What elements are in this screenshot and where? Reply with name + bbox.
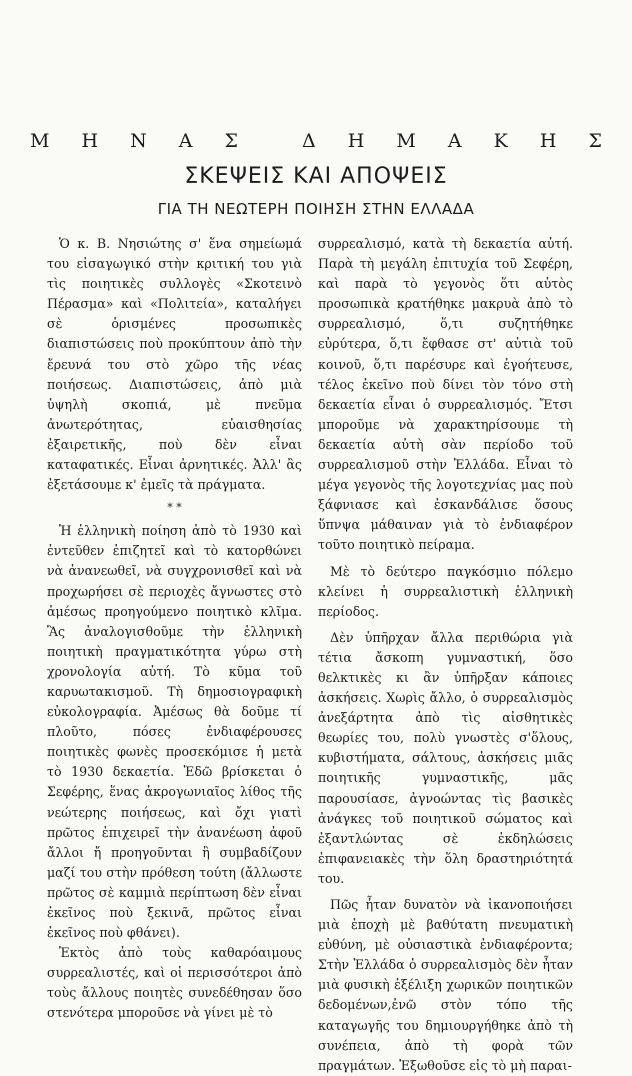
author-name — [30, 130, 602, 152]
section-divider-asterisks: * * — [167, 501, 182, 515]
author-letter: Δ — [302, 130, 316, 152]
paragraph: Ὁ κ. Β. Νησιώτης σ' ἕνα σημείωμά του εἰσαγωγικό στὴν κριτική του γιὰ τὶς ποιητικὲς συλλογὲς «Σκοτεινὸ Πέρασμα» καὶ «Πολιτεία», καταλήγει σὲ ὁρισμένες προσωπικὲς διαπιστώσεις ποὺ προκύπτουν ἀπὸ τὴν ἔρευνά του στὸ χῶρο τῆς νέας ποιήσεως. Διαπιστώσεις, ἀπὸ μιὰ ὑψηλὴ σκοπιά, μὲ πνεῦμα ἀνωτερότητας, εὐαισθησίας ἐξαιρετικῆς, ποὺ δὲν εἶναι καταφατικές. Εἶναι ἀρνητικές. Ἀλλ' ἂς ἐξετάσουμε κ' ἐμεῖς τὰ πράγματα. — [47, 236, 302, 493]
author-letter: Ν — [130, 130, 147, 152]
paragraph: Μὲ τὸ δεύτερο παγκόσμιο πόλεμο κλείνει ἡ συρρεαλιστικὴ ἑλληνικὴ περίοδος. — [318, 563, 573, 619]
left-column — [47, 234, 302, 1024]
paragraph: Ἡ ἑλληνικὴ ποίηση ἀπὸ τὸ 1930 καὶ ἐντεῦθεν ἐπιζητεῖ καὶ τὸ κατορθώνει νὰ ἀνανεωθεῖ, νὰ συγχρονισθεῖ καὶ νὰ προχωρήσει σὲ περιοχὲς ἄγνωστες στὸ ἀμέσως προηγούμενο ποιητικὸ κλῖμα. Ἂς ἀναλογισθοῦμε τὴν ἑλληνικὴ ποιητικὴ πραγματικότητα γύρω στὴ χρονολογία αὐτή. Τὸ κῦμα τοῦ καρυωτακισμοῦ. Τὴ δημοσιογραφικὴ εὐκολογραφία. Ἀμέσως θὰ δοῦμε τί πλοῦτο, πόσες ἐνδιαφέρουσες ποιητικὲς φωνὲς προσεκόμισε ἡ μετὰ τὸ 1930 δεκαετία. Ἐδῶ βρίσκεται ὁ Σεφέρης, ἕνας ἀκρογωνιαῖος λίθος τῆς νεώτερης ποιήσεως, καὶ ὄχι γιατὶ πρῶτος ἐπιχειρεῖ τὴν ἀνανέωση ἀφοῦ ἄλλοι ἤ προηγοῦνται ἢ συμβαδίζουν μαζί του στὴν πρόθεση τούτη (ἄλλωστε πρῶτος σὲ καμμιὰ περίπτωση δὲν εἶναι ἐκεῖνος ποὺ ξεκινᾶ, πρῶτος εἶναι ἐκεῖνος ποὺ φθάνει). — [47, 523, 302, 941]
author-letter: Α — [447, 130, 462, 152]
paragraph: Πῶς ἦταν δυνατὸν νὰ ἱκανοποιήσει μιὰ ἐποχὴ μὲ βαθύτατη πνευματικὴ εὐθύνη, μὲ οὐσιαστικὰ ἐνδιαφέροντα; Στὴν Ἑλλάδα ὁ συρρεαλισμὸς δὲν ἦταν μιὰ φυσικὴ ἐξέλιξη χωρικῶν ποιητικῶν δεδομένων,ἐνῶ στὸν τόπο τῆς καταγωγῆς του δημιουργήθηκε ἀπὸ τὴ συνέπεια, ἀπὸ τὴ φορὰ τῶν πραγμάτων. Ἐξωθοῦσε εἰς τὸ μὴ παραι- — [318, 897, 573, 1073]
author-letter: Η — [81, 130, 99, 152]
paragraph: Ἐκτὸς ἀπὸ τοὺς καθαρόαιμους συρρεαλιστές, καὶ οἱ περισσότεροι ἀπὸ τοὺς ἄλλους ποιητὲς συνεδέθησαν ὅσο στενότερα μποροῦσε νὰ γίνει μὲ τὸ — [47, 945, 302, 1021]
author-letter: Σ — [224, 130, 238, 152]
right-column — [318, 234, 573, 1076]
author-letter: Μ — [30, 130, 50, 152]
author-letter: Μ — [396, 130, 416, 152]
paragraph-continued: συρρεαλισμό, κατὰ τὴ δεκαετία αὐτή. Παρὰ τὴ μεγάλη ἐπιτυχία τοῦ Σεφέρη, καὶ παρὰ τὸ γεγονὸς ὅτι αὐτὸς προσωπικὰ κρατήθηκε μακρυὰ ἀπὸ τὸ συρρεαλισμό, ὅ,τι συζητήθηκε εὐρύτερα, ὅ,τι ἔφθασε στ' αὐτιὰ τοῦ κοινοῦ, ὅ,τι παρέσυρε καὶ ἐγοήτευσε, τέλος ἐκεῖνο ποὺ δίνει τὸν τόνο στὴ δεκαετία εἶναι ὁ συρρεαλισμός. Ἔτσι μποροῦμε νὰ χαρακτηρίσουμε τὴ δεκαετία αὐτὴ σὰν περίοδο τοῦ συρρεαλισμοῦ στὴν Ἑλλάδα. Εἶναι τὸ μέγα γεγονὸς τῆς λογοτεχνίας μας ποὺ ξάφνιασε καὶ ἐσκανδάλισε ὅσους ὕπνψα μάθαιναν γιὰ τὸ ἐνδιαφέρον τοῦτο ποιητικὸ πείραμα. — [318, 236, 573, 553]
author-letter: Η — [347, 130, 365, 152]
article-subtitle: ΓΙΑ ΤΗ ΝΕΩΤΕΡΗ ΠΟΙΗΣΗ ΣΤΗΝ ΕΛΛΑΔΑ — [157, 200, 475, 218]
author-letter: Σ — [588, 130, 602, 152]
author-letter: Η — [539, 130, 557, 152]
author-letter: Κ — [493, 130, 508, 152]
article-title: ΣΚΕΨΕΙΣ ΚΑΙ ΑΠΟΨΕΙΣ — [184, 164, 448, 189]
author-letter: Α — [178, 130, 193, 152]
paragraph: Δὲν ὑπῆρχαν ἄλλα περιθώρια γιὰ τέτια ἄσκοπη γυμναστική, ὅσο θελκτικὲς κι ἂν ὑπῆρξαν κάποιες ἀσκήσεις. Χωρὶς ἄλλο, ὁ συρρεαλισμὸς ἀνεξάρτητα ἀπὸ τὶς αἰσθητικὲς θεωρίες του, πολὺ γνωστὲς σ'ὅλους, κυβιστήματα, σάλτους, ἀσκήσεις μιᾶς ποιητικῆς γυμναστικῆς, μᾶς παρουσίασε, ἀγνοώντας τὶς βασικὲς ἀνάγκες τοῦ ποιητικοῦ σώματος καὶ ἐξαντλώντας σὲ ἐκδηλώσεις ἐπιφανειακὲς τὴν ὅλη δραστηριότητά του. — [318, 629, 573, 886]
